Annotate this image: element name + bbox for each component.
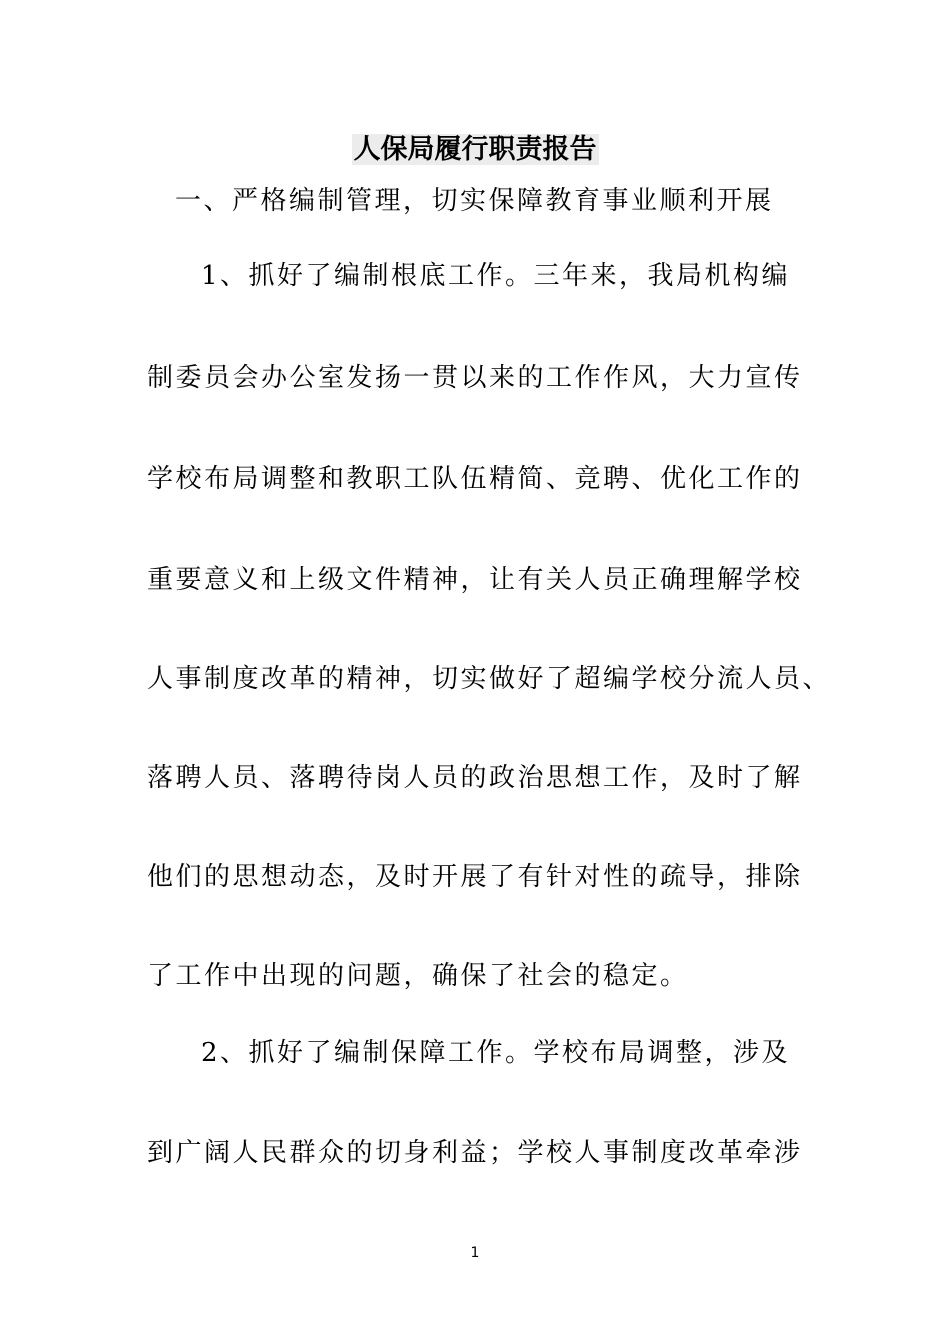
paragraph-1-line-6: 落聘人员、落聘待岗人员的政治思想工作，及时了解 <box>147 763 803 793</box>
document-title-text: 人保局履行职责报告 <box>353 134 597 165</box>
page-number: 1 <box>470 1245 480 1261</box>
paragraph-1-line-3: 学校布局调整和教职工队伍精简、竞聘、优化工作的 <box>147 464 803 494</box>
paragraph-2-line-2: 到广阔人民群众的切身利益；学校人事制度改革牵涉 <box>147 1138 803 1168</box>
paragraph-2-line-1: 2、抓好了编制保障工作。学校布局调整，涉及 <box>201 1038 791 1068</box>
document-title <box>0 130 950 170</box>
paragraph-1-line-5: 人事制度改革的精神，切实做好了超编学校分流人员、 <box>147 664 832 694</box>
paragraph-1-line-7: 他们的思想动态，及时开展了有针对性的疏导，排除 <box>147 862 803 892</box>
paragraph-1-line-4: 重要意义和上级文件精神，让有关人员正确理解学校 <box>147 565 803 595</box>
paragraph-1-line-2: 制委员会办公室发扬一贯以来的工作作风，大力宣传 <box>147 363 803 393</box>
section-heading: 一、严格编制管理，切实保障教育事业顺利开展 <box>175 186 774 216</box>
paragraph-1-line-8: 了工作中出现的问题，确保了社会的稳定。 <box>147 961 689 991</box>
paragraph-1-line-1: 1、抓好了编制根底工作。三年来，我局机构编 <box>201 261 791 291</box>
